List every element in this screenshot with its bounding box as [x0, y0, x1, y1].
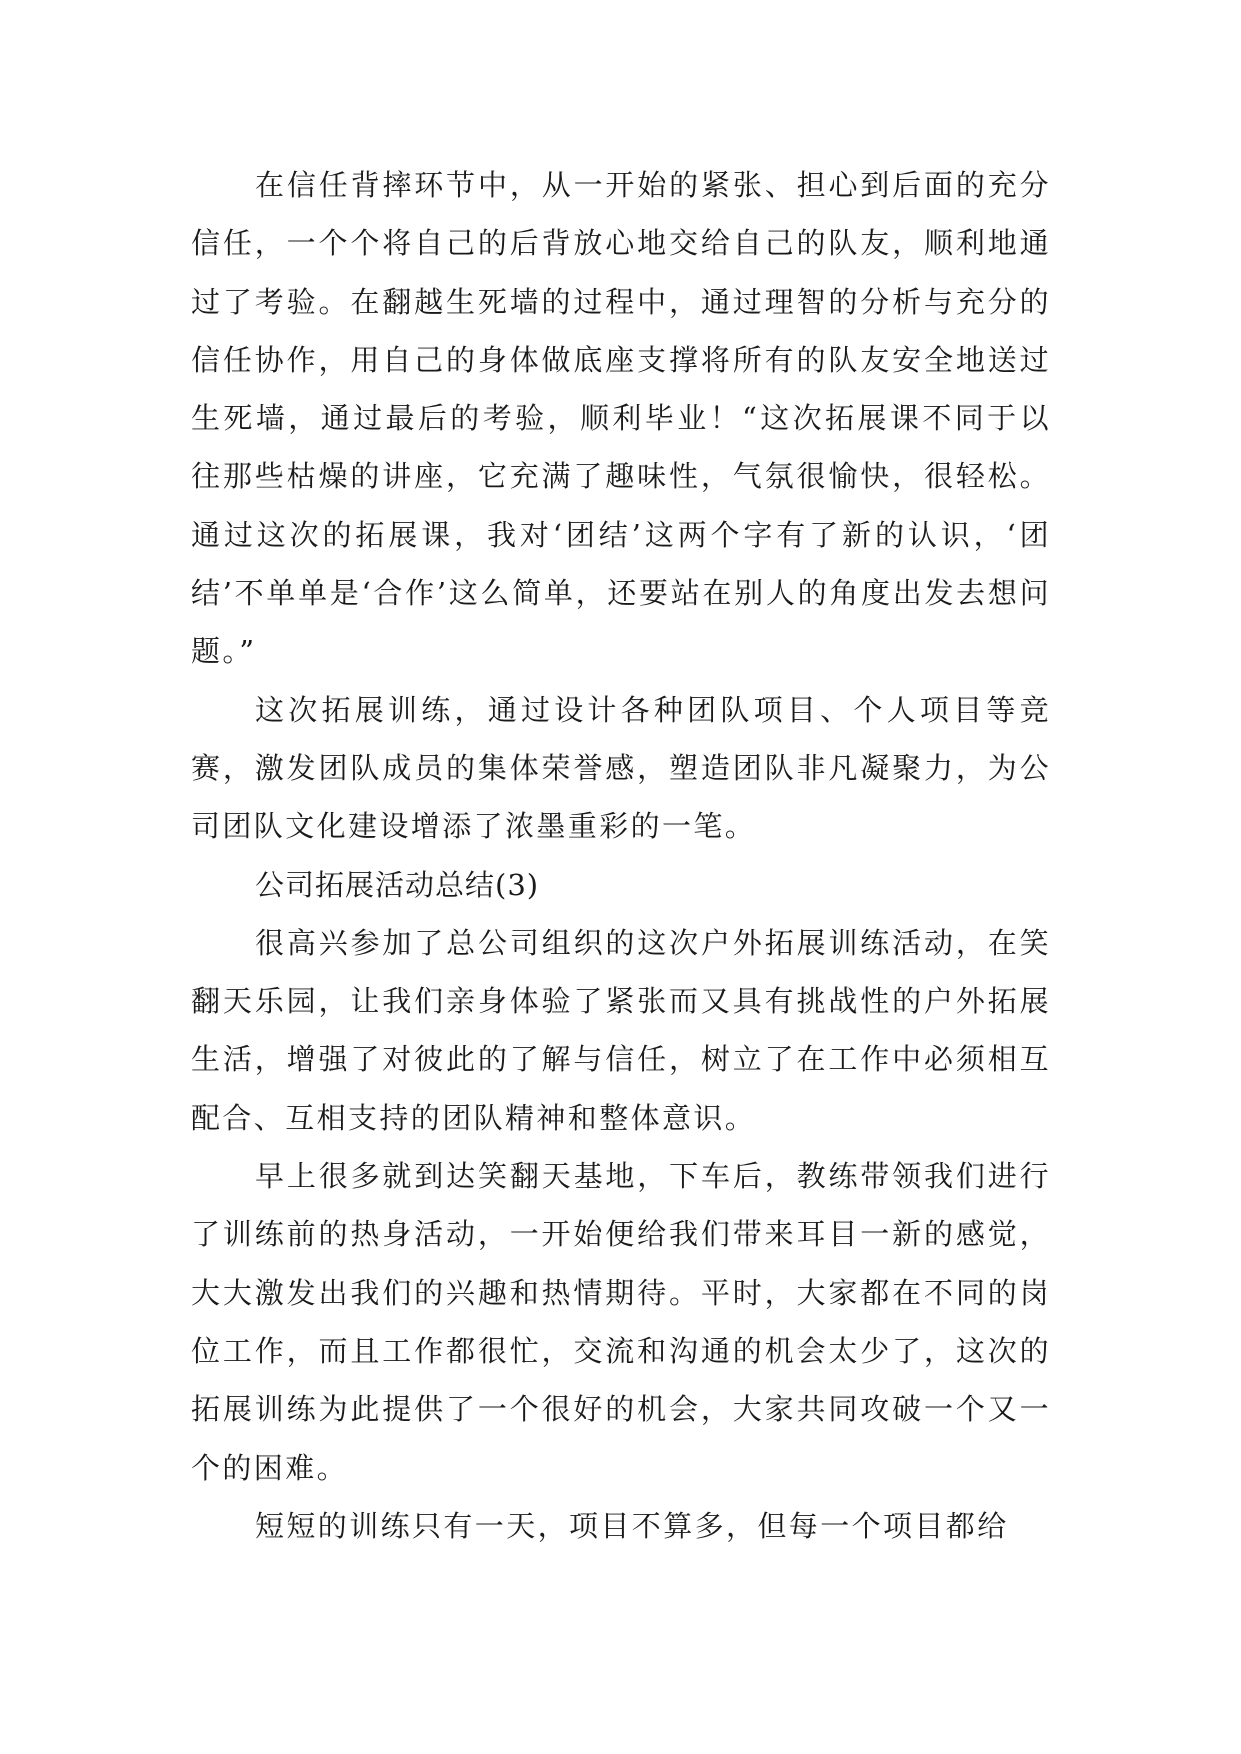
paragraph-expansion-training: 这次拓展训练，通过设计各种团队项目、个人项目等竞赛，激发团队成员的集体荣誉感，塑造团队非凡凝聚力，为公司团队文化建设增添了浓墨重彩的一笔。 — [191, 692, 1051, 844]
section-heading: 公司拓展活动总结(3) — [255, 867, 540, 902]
paragraph-one-day-training: 短短的训练只有一天，项目不算多，但每一个项目都给 — [255, 1508, 1009, 1543]
paragraph-morning-warmup: 早上很多就到达笑翻天基地，下车后，教练带领我们进行了训练前的热身活动，一开始便给我们带来耳目一新的感觉，大大激发出我们的兴趣和热情期待。平时，大家都在不同的岗位工作，而且工作都很忙，交流和沟通的机会太少了，这次的拓展训练为此提供了一个很好的机会，大家共同攻破一个又一个的困难。 — [191, 1159, 1051, 1485]
paragraph-trust-fall: 在信任背摔环节中，从一开始的紧张、担心到后面的充分信任，一个个将自己的后背放心地交给自己的队友，顺利地通过了考验。在翻越生死墙的过程中，通过理智的分析与充分的信任协作，用自己的身体做底座支撑将所有的队友安全地送过生死墙，通过最后的考验，顺利毕业！“这次拓展课不同于以往那些枯燥的讲座，它充满了趣味性，气氛很愉快，很轻松。通过这次的拓展课，我对‘团结’这两个字有了新的认识，‘团结’不单单是‘合作’这么简单，还要站在别人的角度出发去想问题。” — [191, 168, 1051, 669]
document-body — [191, 156, 1051, 1555]
paragraph-outdoor-activity: 很高兴参加了总公司组织的这次户外拓展训练活动，在笑翻天乐园，让我们亲身体验了紧张而又具有挑战性的户外拓展生活，增强了对彼此的了解与信任，树立了在工作中必须相互配合、互相支持的团队精神和整体意识。 — [191, 925, 1051, 1135]
